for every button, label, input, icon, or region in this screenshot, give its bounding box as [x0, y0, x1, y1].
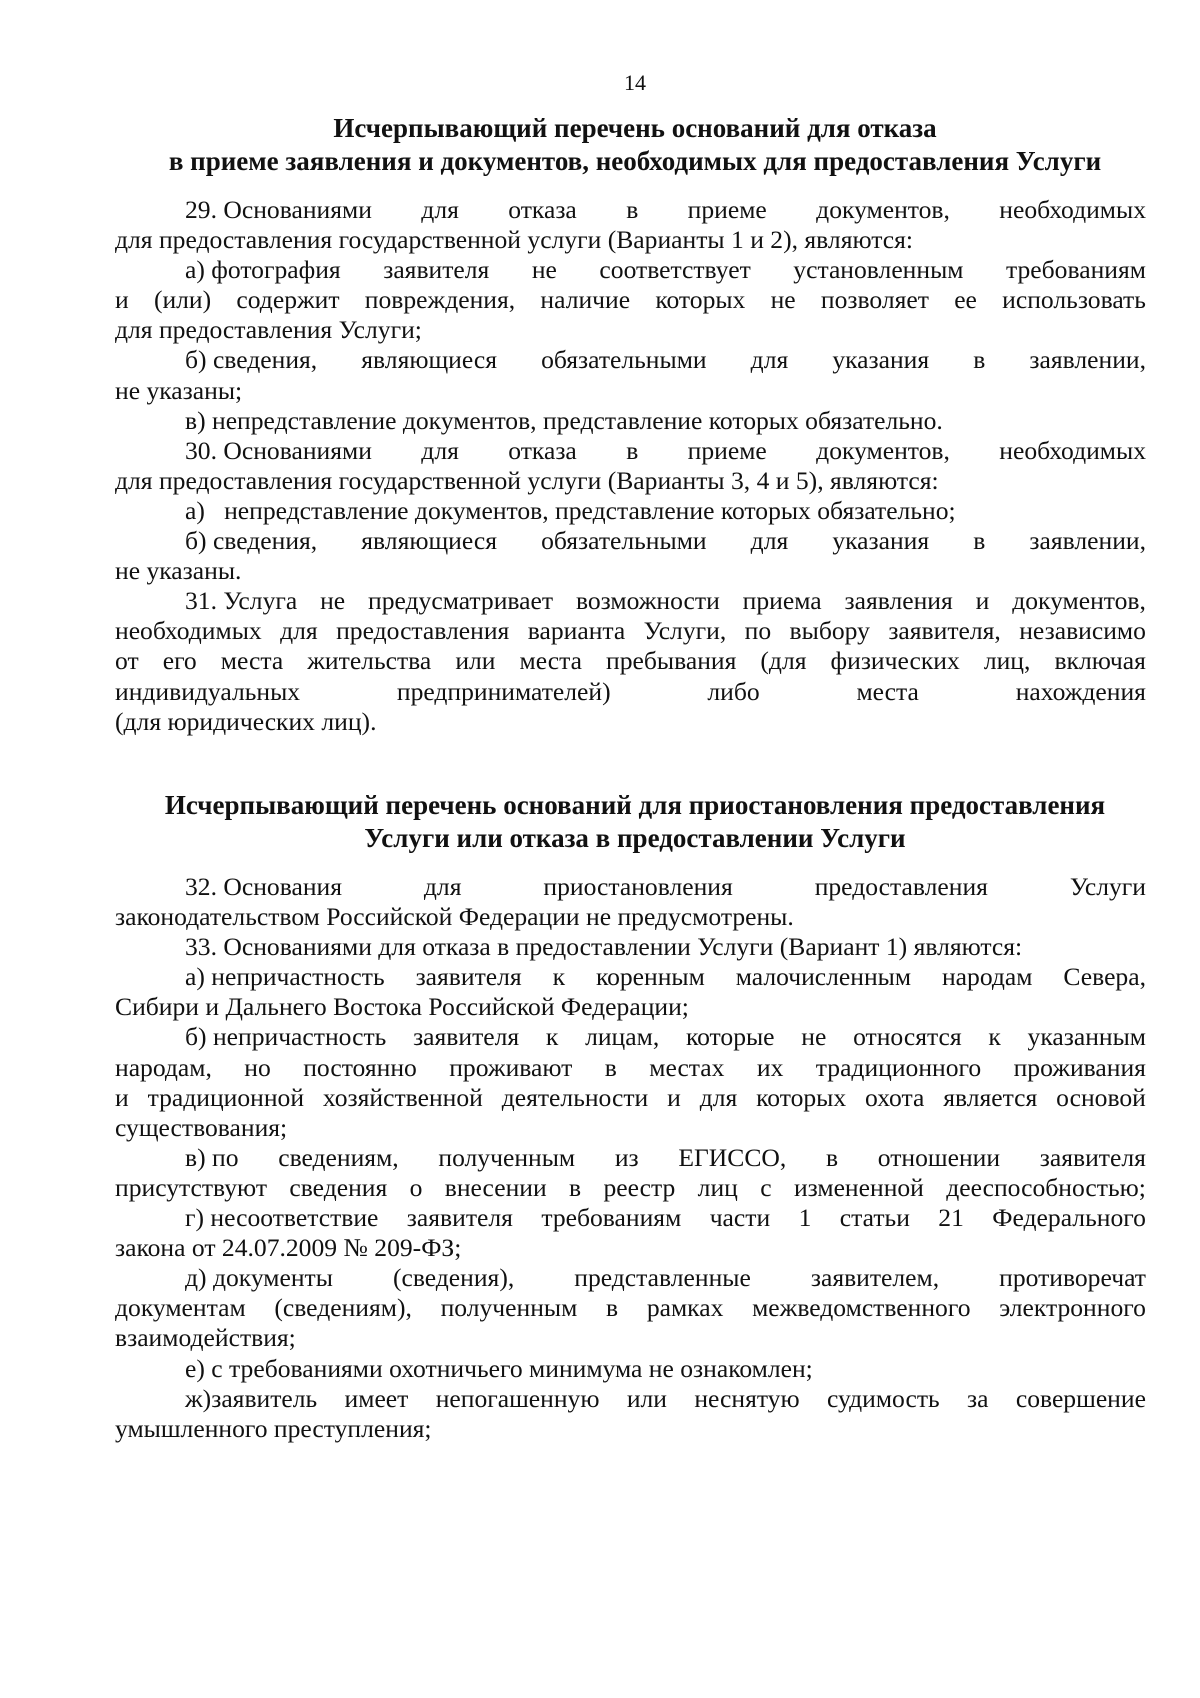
word: обязательными — [541, 526, 707, 556]
word: к — [545, 1022, 559, 1052]
word: для — [421, 195, 459, 224]
text-line — [115, 255, 1146, 285]
word: предпринимателей) — [396, 676, 611, 706]
word: места — [220, 646, 284, 676]
text-line — [115, 315, 1146, 345]
word: соответствует — [599, 255, 751, 285]
word: или — [626, 1383, 667, 1413]
word: места — [519, 646, 582, 676]
word: традиционной — [147, 1082, 305, 1112]
word: ж)заявитель — [185, 1383, 318, 1413]
word: требованиям — [541, 1203, 682, 1233]
word: непогашенную — [435, 1383, 600, 1413]
word: указанным — [1027, 1022, 1146, 1052]
word: по — [744, 616, 772, 646]
text-line — [115, 1143, 1146, 1173]
text-line — [115, 586, 1146, 616]
word: (сведения), — [392, 1263, 515, 1293]
word: проживают — [449, 1052, 573, 1082]
text-line — [115, 992, 1146, 1022]
word: в — [626, 435, 639, 465]
word: г) несоответствие — [185, 1203, 379, 1233]
word: присутствуют — [115, 1172, 268, 1202]
text-line — [115, 1022, 1146, 1052]
line-text: а) непредставление документов, представление которых обязательно; — [185, 495, 956, 525]
word: дееспособностью; — [946, 1172, 1146, 1202]
word: возможности — [575, 586, 720, 616]
word: заявителя — [383, 255, 490, 285]
word: его — [162, 646, 197, 676]
word: физических — [830, 646, 960, 676]
word: 1 — [798, 1203, 812, 1233]
word: отношении — [877, 1142, 1001, 1172]
word: заявителя, — [888, 616, 1001, 646]
word: предоставления — [336, 616, 510, 646]
text-line — [115, 526, 1146, 556]
text-line — [115, 646, 1146, 676]
word: необходимых — [115, 616, 262, 646]
word: заявителя — [415, 962, 522, 992]
word: в — [973, 526, 986, 556]
word: заявителем, — [810, 1263, 940, 1293]
line-text: умышленного преступления; — [115, 1413, 432, 1443]
word: либо — [707, 676, 760, 706]
word: в — [604, 1052, 617, 1082]
word: использовать — [1002, 285, 1146, 315]
text-line — [115, 707, 1146, 737]
section-2-body — [115, 872, 1146, 1444]
word: требованиям — [1005, 255, 1146, 285]
word: совершение — [1015, 1383, 1146, 1413]
text-line — [115, 436, 1146, 466]
word: относятся — [853, 1022, 962, 1052]
word: места — [856, 676, 919, 706]
text-line — [115, 616, 1146, 646]
word: электронного — [999, 1293, 1146, 1323]
word: необходимых — [999, 195, 1146, 224]
word: которых — [655, 285, 746, 315]
word: документов, — [816, 195, 950, 224]
word: и — [115, 285, 129, 315]
word: Севера, — [1063, 962, 1146, 992]
text-line — [115, 962, 1146, 992]
word: измененной — [793, 1172, 924, 1202]
word: в — [606, 1293, 619, 1323]
word: внесении — [444, 1172, 547, 1202]
word: 30. Основаниями — [185, 435, 372, 465]
word: повреждения, — [364, 285, 516, 315]
line-text: в) непредставление документов, представление которых обязательно. — [185, 405, 943, 435]
word: которые — [685, 1022, 775, 1052]
line-text: для предоставления Услуги; — [115, 315, 422, 345]
word: являющиеся — [361, 526, 497, 556]
word: которых — [756, 1082, 847, 1112]
word: деятельности — [501, 1082, 649, 1112]
text-line — [115, 1354, 1146, 1384]
word: коренным — [595, 962, 705, 992]
word: б) сведения, — [185, 345, 318, 375]
word: указания — [832, 526, 930, 556]
text-line — [115, 556, 1146, 586]
text-line — [115, 345, 1146, 375]
word: и — [115, 1082, 129, 1112]
word: проживания — [1013, 1052, 1146, 1082]
text-line — [115, 1263, 1146, 1293]
line-text: не указаны. — [115, 556, 242, 586]
word: для — [750, 526, 789, 556]
word: отказа — [508, 435, 577, 465]
word: представленные — [574, 1263, 751, 1293]
word: индивидуальных — [115, 676, 301, 706]
text-line — [115, 1323, 1146, 1353]
word: для — [280, 616, 318, 646]
word: имеет — [344, 1383, 409, 1413]
word: сведениям, — [278, 1142, 399, 1172]
line-text: взаимодействия; — [115, 1323, 296, 1353]
word: приеме — [687, 195, 767, 224]
word: ЕГИССО, — [678, 1142, 787, 1172]
word: (для — [760, 646, 807, 676]
word: установленным — [793, 255, 964, 285]
text-line — [115, 225, 1146, 255]
word: Услуги — [1069, 872, 1146, 901]
word: приема — [742, 586, 822, 616]
text-line — [115, 1083, 1146, 1113]
line-text: е) с требованиями охотничьего минимума не ознакомлен; — [185, 1353, 813, 1383]
word: основой — [1056, 1082, 1146, 1112]
word: к — [552, 962, 566, 992]
word: заявлении, — [1029, 345, 1146, 375]
line-text: существования; — [115, 1112, 288, 1142]
line-text: 33. Основаниями для отказа в предоставлении Услуги (Вариант 1) являются: — [185, 932, 1023, 962]
word: независимо — [1019, 616, 1146, 646]
word: б) непричастность — [185, 1022, 387, 1052]
text-line — [115, 1053, 1146, 1083]
line-text: закона от 24.07.2009 № 209-ФЗ; — [115, 1233, 462, 1263]
word: лиц — [697, 1172, 738, 1202]
text-line — [115, 677, 1146, 707]
word: рамках — [646, 1293, 724, 1323]
text-line — [115, 285, 1146, 315]
word: с — [760, 1172, 772, 1202]
word: необходимых — [999, 435, 1146, 465]
word: в — [569, 1172, 582, 1202]
word: хозяйственной — [322, 1082, 483, 1112]
word: (или) — [153, 285, 212, 315]
section-heading-2 — [60, 789, 1200, 855]
word: народам — [941, 962, 1033, 992]
text-line — [115, 902, 1146, 932]
word: традиционного — [815, 1052, 982, 1082]
word: 32. Основания — [185, 872, 342, 901]
word: заявлении, — [1029, 526, 1146, 556]
text-line — [115, 1233, 1146, 1263]
word: приеме — [687, 435, 767, 465]
word: жительства — [307, 646, 432, 676]
word: и — [975, 586, 990, 616]
word: статьи — [839, 1203, 910, 1233]
word: отказа — [508, 195, 577, 224]
word: полученным — [440, 1293, 578, 1323]
word: или — [455, 646, 496, 676]
line-text: для предоставления государственной услуги (Варианты 1 и 2), являются: — [115, 225, 913, 255]
word: а) фотография — [185, 255, 341, 285]
word: заявителя — [413, 1022, 520, 1052]
word: является — [943, 1082, 1038, 1112]
word: не — [770, 285, 796, 315]
heading-line: Исчерпывающий перечень оснований для отказа — [333, 113, 937, 143]
word: реестр — [603, 1172, 676, 1202]
word: их — [756, 1052, 784, 1082]
word: д) документы — [185, 1263, 333, 1293]
line-text: для предоставления государственной услуги (Варианты 3, 4 и 5), являются: — [115, 465, 939, 495]
word: для — [421, 435, 459, 465]
section-1-body — [115, 195, 1146, 737]
word: для — [423, 872, 462, 901]
word: для — [750, 345, 789, 375]
text-line — [115, 872, 1146, 902]
word: постоянно — [303, 1052, 417, 1082]
text-line — [115, 1414, 1146, 1444]
word: содержит — [236, 285, 340, 315]
word: 31. Услуга — [185, 586, 298, 616]
word: варианта — [527, 616, 626, 646]
line-text: законодательством Российской Федерации не предусмотрены. — [115, 902, 794, 932]
word: судимость — [826, 1383, 940, 1413]
word: приостановления — [543, 872, 733, 901]
word: документам — [115, 1293, 246, 1323]
line-text: Сибири и Дальнего Востока Российской Федерации; — [115, 992, 689, 1022]
word: обязательными — [541, 345, 707, 375]
word: в — [973, 345, 986, 375]
word: охота — [865, 1082, 925, 1112]
word: предусматривает — [368, 586, 554, 616]
word: 21 — [938, 1203, 964, 1233]
word: являющиеся — [361, 345, 497, 375]
word: местах — [649, 1052, 725, 1082]
word: включая — [1054, 646, 1146, 676]
text-line — [115, 195, 1146, 225]
word: а) непричастность — [185, 962, 385, 992]
word: противоречат — [999, 1263, 1146, 1293]
word: в — [825, 1142, 839, 1172]
word: пребывания — [606, 646, 737, 676]
page-number: 14 — [624, 70, 646, 95]
word: документов, — [816, 435, 950, 465]
word: документов, — [1012, 586, 1146, 616]
word: Федерального — [992, 1203, 1146, 1233]
word: малочисленным — [735, 962, 912, 992]
word: за — [967, 1383, 989, 1413]
text-line — [115, 1113, 1146, 1143]
word: от — [115, 646, 139, 676]
word: заявителя — [406, 1203, 513, 1233]
word: к — [988, 1022, 1001, 1052]
word: части — [709, 1203, 771, 1233]
text-line — [115, 932, 1146, 962]
text-line — [115, 1203, 1146, 1233]
section-heading-1 — [60, 112, 1200, 178]
word: нахождения — [1015, 676, 1146, 706]
word: народам, — [115, 1052, 212, 1082]
word: не — [531, 255, 557, 285]
word: сведения — [289, 1172, 388, 1202]
line-text: (для юридических лиц). — [115, 706, 377, 736]
word: наличие — [540, 285, 631, 315]
heading-line: Исчерпывающий перечень оснований для приостановления предоставления — [164, 790, 1106, 820]
text-line — [115, 1384, 1146, 1414]
word: полученным — [438, 1142, 576, 1172]
word: не — [801, 1022, 827, 1052]
word: 29. Основаниями — [185, 195, 372, 224]
word: для — [699, 1082, 738, 1112]
word: лицам, — [585, 1022, 660, 1052]
word: ее — [954, 285, 977, 315]
word: заявителя — [1039, 1142, 1146, 1172]
text-line — [115, 466, 1146, 496]
text-line — [115, 406, 1146, 436]
word: лиц, — [983, 646, 1031, 676]
word: предоставления — [814, 872, 988, 901]
word: заявления — [844, 586, 953, 616]
word: указания — [832, 345, 930, 375]
word: позволяет — [820, 285, 929, 315]
text-line — [115, 1173, 1146, 1203]
text-line — [115, 1293, 1146, 1323]
heading-line: в приеме заявления и документов, необходимых для предоставления Услуги — [168, 146, 1102, 176]
text-line — [115, 376, 1146, 406]
heading-line: Услуги или отказа в предоставлении Услуги — [364, 823, 906, 853]
word: неснятую — [694, 1383, 800, 1413]
word: б) сведения, — [185, 526, 318, 556]
word: о — [409, 1172, 423, 1202]
word: Услуги, — [643, 616, 727, 646]
line-text: не указаны; — [115, 375, 243, 405]
word: в — [626, 195, 639, 224]
word: в) по — [185, 1142, 239, 1172]
word: (сведениям), — [274, 1293, 412, 1323]
text-line — [115, 496, 1146, 526]
word: межведомственного — [752, 1293, 971, 1323]
word: выбору — [789, 616, 870, 646]
word: из — [614, 1142, 639, 1172]
word: и — [667, 1082, 681, 1112]
word: не — [320, 586, 346, 616]
word: но — [244, 1052, 271, 1082]
